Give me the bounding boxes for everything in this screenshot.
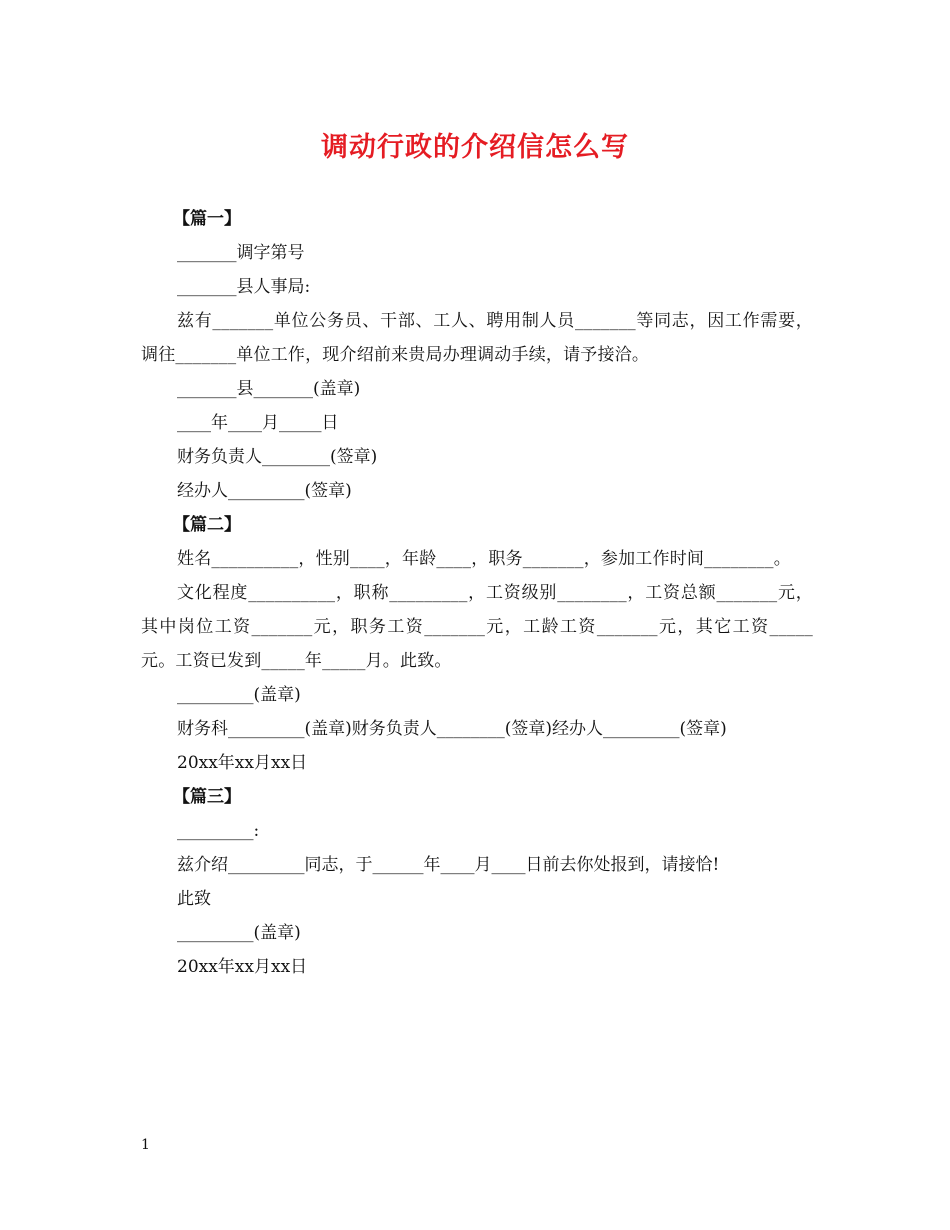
section-2-date: 20xx年xx月xx日 [177,753,308,773]
section-1-date: ____年____月_____日 [177,413,339,433]
section-1-recipient: _______县人事局: [177,277,311,297]
section-1-finance-signature: 财务负责人________(签章) [177,447,378,467]
section-3-closing: 此致 [177,889,211,909]
section-3-body: 兹介绍_________同志，于______年____月____日前去你处报到，请接恰! [177,855,720,875]
section-2-personal-info: 姓名__________，性别____，年龄____，职务_______，参加工作时间________。 [177,549,791,569]
section-1-body: 兹有_______单位公务员、干部、工人、聘用制人员_______等同志，因工作需要，调往_______单位工作，现介绍前来贵局办理调动手续，请予接洽。 [141,311,813,365]
section-3-date: 20xx年xx月xx日 [177,957,308,977]
section-2-seal: _________(盖章) [177,685,301,705]
document-body [141,202,813,984]
section-3-heading: 【篇三】 [173,787,241,807]
section-2-salary-info: 文化程度__________，职称_________，工资级别________，工资总额_______元，其中岗位工资_______元，职务工资_______元，工龄工资_______元，其它工资_____元。工资已发到_____年_____月。此致。 [141,583,813,671]
section-2-signatures: 财务科_________(盖章)财务负责人________(签章)经办人_________(签章) [177,719,727,739]
section-3-recipient: _________: [177,821,260,841]
section-1-heading: 【篇一】 [173,209,241,229]
section-2-heading: 【篇二】 [173,515,241,535]
section-1-seal: _______县_______(盖章) [177,379,361,399]
document-title: 调动行政的介绍信怎么写 [321,132,629,163]
page-number: 1 [141,1137,150,1153]
section-1-ref-number: _______调字第号 [177,243,305,263]
section-1-handler-signature: 经办人_________(签章) [177,481,352,501]
section-3-seal: _________(盖章) [177,923,301,943]
